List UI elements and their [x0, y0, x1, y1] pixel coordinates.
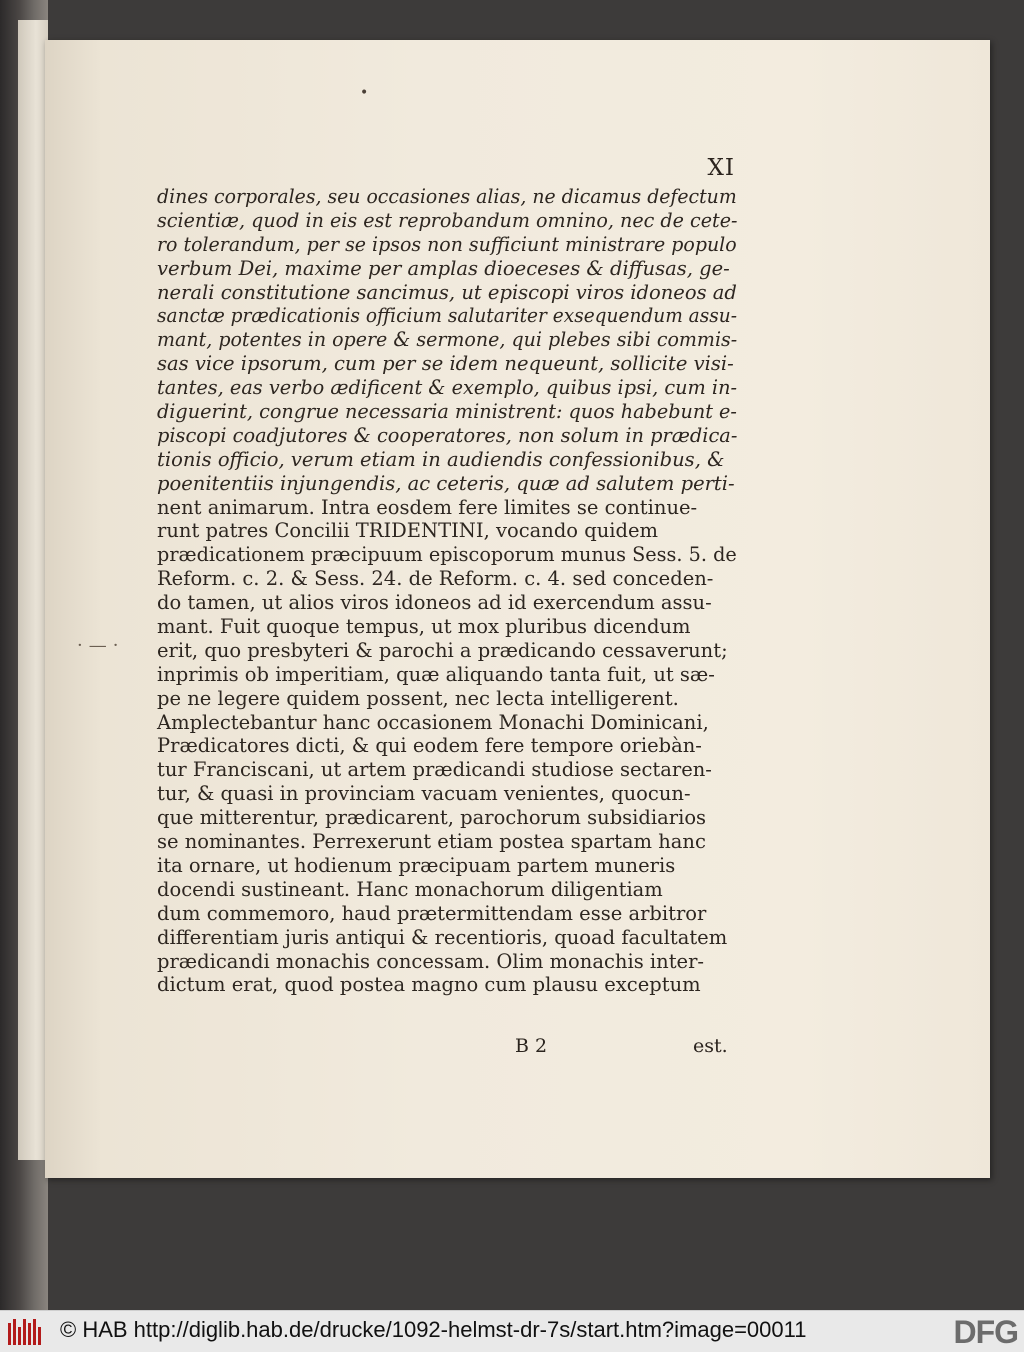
text-line: que mitterentur, prædicarent, parochorum subsidiarios: [157, 806, 707, 830]
text-line: erit, quo presbyteri & parochi a prædicando cessaverunt;: [157, 638, 728, 662]
text-line: mant, potentes in opere & sermone, qui plebes sibi commis-: [157, 328, 738, 352]
text-line: Reform. c. 2. & Sess. 24. de Reform. c. 4. sed conceden-: [157, 567, 714, 591]
hab-logo-icon[interactable]: [6, 1317, 46, 1347]
text-line: sas vice ipsorum, cum per se idem nequeunt, sollicite visi-: [157, 352, 734, 376]
text-line: prædicandi monachis concessam. Olim monachis inter-: [157, 949, 704, 973]
text-line: dum commemoro, haud prætermittendam esse arbitror: [157, 901, 707, 925]
text-line: poenitentiis injungendis, ac ceteris, quæ ad salutem perti-: [157, 471, 735, 495]
text-line: ro tolerandum, per se ipsos non sufficiunt ministrare populo: [157, 232, 737, 256]
text-line: ita ornare, ut hodienum præcipuam partem muneris: [157, 853, 676, 877]
text-line: docendi sustineant. Hanc monachorum diligentiam: [157, 877, 663, 901]
catchword: est.: [693, 1035, 728, 1057]
text-line: piscopi coadjutores & cooperatores, non solum in prædica-: [157, 423, 738, 447]
text-line: Prædicatores dicti, & qui eodem fere tempore oriebàn-: [157, 734, 702, 758]
text-line: tur, & quasi in provinciam vacuam venientes, quocun-: [157, 782, 691, 806]
printer-signature: B 2: [515, 1035, 548, 1057]
text-line: inprimis ob imperitiam, quæ aliquando tanta fuit, ut sæ-: [157, 662, 715, 686]
book-page: [45, 40, 990, 1178]
text-line: verbum Dei, maxime per amplas dioeceses & diffusas, ge-: [157, 256, 730, 280]
text-line: tur Franciscani, ut artem prædicandi studiose sectaren-: [157, 758, 712, 782]
page-text-block: [157, 185, 737, 997]
text-line: sanctæ prædicationis officium salutariter exsequendum assu-: [157, 304, 737, 328]
text-line: diguerint, congrue necessaria ministrent: quos habebunt e-: [157, 400, 737, 424]
text-line: se nominantes. Perrexerunt etiam postea spartam hanc: [157, 830, 706, 854]
text-line: tantes, eas verbo ædificent & exemplo, quibus ipsi, cum in-: [157, 376, 737, 400]
text-line: scientiæ, quod in eis est reprobandum omnino, nec de cete-: [157, 208, 738, 232]
text-line: nerali constitutione sancimus, ut episcopi viros idoneos ad: [157, 280, 737, 304]
text-line: dines corporales, seu occasiones alias, ne dicamus defectum: [157, 185, 737, 208]
text-line: differentiam juris antiqui & recentioris, quoad facultatem: [157, 925, 728, 949]
copyright-url-text[interactable]: © HAB http://diglib.hab.de/drucke/1092-helmst-dr-7s/start.htm?image=00011: [60, 1317, 807, 1342]
text-line: runt patres Concilii TRIDENTINI, vocando quidem: [157, 519, 659, 543]
text-line: prædicationem præcipuum episcoporum munus Sess. 5. de: [157, 543, 737, 567]
ink-dot: •: [360, 85, 369, 101]
text-line: do tamen, ut alios viros idoneos ad id exercendum assu-: [157, 591, 712, 615]
text-line: tionis officio, verum etiam in audiendis confessionibus, &: [157, 447, 725, 471]
text-line: dictum erat, quod postea magno cum plausu exceptum: [157, 973, 701, 997]
text-line: mant. Fuit quoque tempus, ut mox pluribus dicendum: [157, 615, 691, 639]
dfg-logo[interactable]: DFG: [953, 1314, 1018, 1350]
text-line: nent animarum. Intra eosdem fere limites se continue-: [157, 495, 698, 519]
binding-thread-mark: ·—·: [77, 635, 125, 656]
page-folio: XI: [707, 155, 735, 181]
previous-page-edge: [18, 20, 48, 1160]
footer-bar: [0, 1310, 1024, 1352]
text-line: pe ne legere quidem possent, nec lecta intelligerent.: [157, 686, 679, 710]
text-line: Amplectebantur hanc occasionem Monachi Dominicani,: [157, 710, 709, 734]
